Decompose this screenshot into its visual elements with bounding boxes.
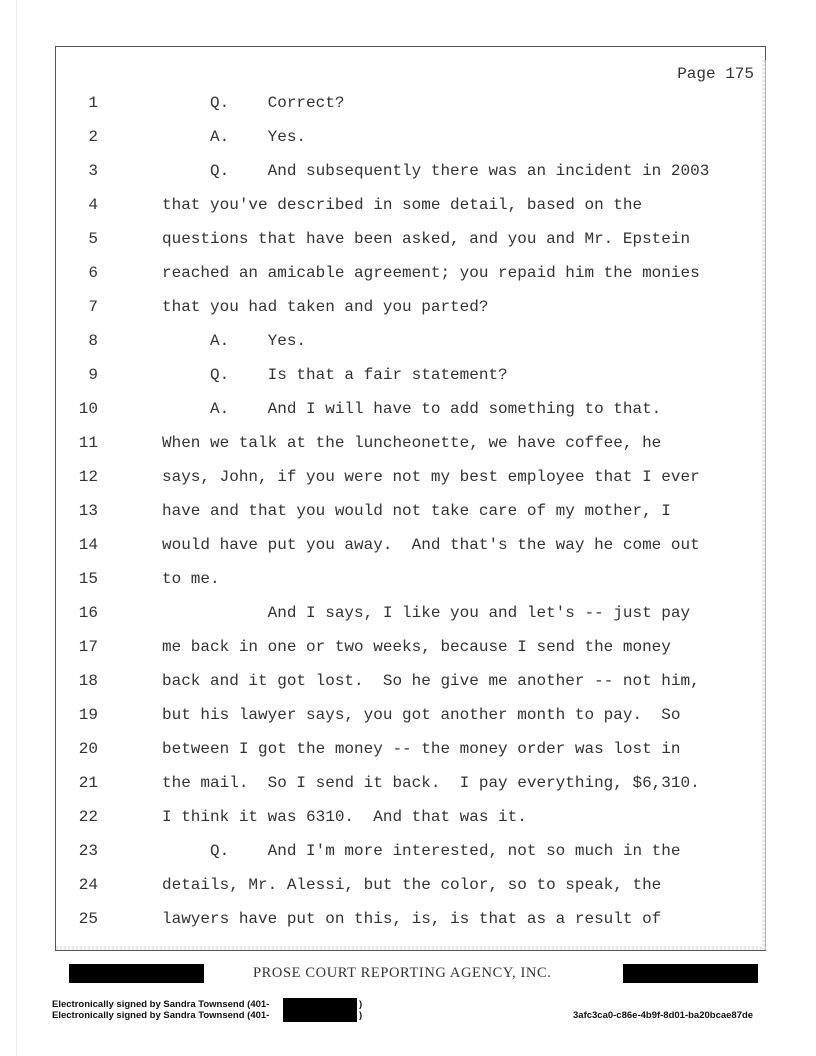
line-number: 8 xyxy=(88,332,98,350)
transcript-line xyxy=(0,569,816,603)
line-number: 9 xyxy=(88,366,98,384)
line-number: 16 xyxy=(78,604,98,622)
line-number: 14 xyxy=(78,536,98,554)
redaction-phone-2 xyxy=(283,1010,357,1022)
line-text: that you had taken and you parted? xyxy=(162,298,489,316)
line-text: When we talk at the luncheonette, we have coffee, he xyxy=(162,434,662,452)
line-text: Q. And subsequently there was an incident in 2003 xyxy=(162,162,710,180)
line-text: A. And I will have to add something to that. xyxy=(162,400,662,418)
line-text: I think it was 6310. And that was it. xyxy=(162,808,527,826)
electronic-signature-line-2: Electronically signed by Sandra Townsend (401- xyxy=(52,1010,270,1021)
transcript-line xyxy=(0,263,816,297)
line-text: Q. Is that a fair statement? xyxy=(162,366,508,384)
transcript-line xyxy=(0,875,816,909)
line-number: 3 xyxy=(88,162,98,180)
line-number: 13 xyxy=(78,502,98,520)
transcript-line xyxy=(0,365,816,399)
transcript-line xyxy=(0,501,816,535)
line-text: A. Yes. xyxy=(162,332,307,350)
line-number: 4 xyxy=(88,196,98,214)
transcript-line xyxy=(0,127,816,161)
line-number: 7 xyxy=(88,298,98,316)
transcript-line xyxy=(0,229,816,263)
line-text: Q. Correct? xyxy=(162,94,345,112)
line-text: have and that you would not take care of my mother, I xyxy=(162,502,671,520)
line-text: to me. xyxy=(162,570,220,588)
line-text: the mail. So I send it back. I pay everything, $6,310. xyxy=(162,774,700,792)
transcript-line xyxy=(0,399,816,433)
line-text: lawyers have put on this, is, is that as a result of xyxy=(162,910,662,928)
transcript-line xyxy=(0,433,816,467)
electronic-signature-line-1: Electronically signed by Sandra Townsend (401- xyxy=(52,999,270,1010)
line-number: 11 xyxy=(78,434,98,452)
transcript-line xyxy=(0,467,816,501)
line-text: that you've described in some detail, based on the xyxy=(162,196,643,214)
line-number: 2 xyxy=(88,128,98,146)
transcript-line xyxy=(0,93,816,127)
line-text: me back in one or two weeks, because I send the money xyxy=(162,638,671,656)
reporting-agency-name: PROSE COURT REPORTING AGENCY, INC. xyxy=(253,965,552,981)
line-text: details, Mr. Alessi, but the color, so to speak, the xyxy=(162,876,662,894)
redaction-phone-1 xyxy=(283,998,357,1010)
transcript-line xyxy=(0,161,816,195)
line-number: 15 xyxy=(78,570,98,588)
page-number: Page 175 xyxy=(677,65,754,83)
line-text: Q. And I'm more interested, not so much in the xyxy=(162,842,681,860)
line-text: says, John, if you were not my best employee that I ever xyxy=(162,468,700,486)
transcript-line xyxy=(0,739,816,773)
line-number: 18 xyxy=(78,672,98,690)
transcript-line xyxy=(0,535,816,569)
transcript-line xyxy=(0,841,816,875)
line-text: And I says, I like you and let's -- just pay xyxy=(162,604,691,622)
document-hash-id: 3afc3ca0-c86e-4b9f-8d01-ba20bcae87de xyxy=(573,1010,754,1021)
transcript-line xyxy=(0,909,816,943)
line-text: but his lawyer says, you got another month to pay. So xyxy=(162,706,681,724)
line-number: 25 xyxy=(78,910,98,928)
transcript-line xyxy=(0,331,816,365)
line-text: reached an amicable agreement; you repaid him the monies xyxy=(162,264,700,282)
line-text: between I got the money -- the money order was lost in xyxy=(162,740,681,758)
redaction-block-left xyxy=(69,964,204,983)
signature-closing-paren-2: ) xyxy=(359,1010,363,1021)
line-text: would have put you away. And that's the way he come out xyxy=(162,536,700,554)
line-number: 17 xyxy=(78,638,98,656)
line-number: 21 xyxy=(78,774,98,792)
transcript-line xyxy=(0,637,816,671)
line-text: back and it got lost. So he give me another -- not him, xyxy=(162,672,700,690)
line-number: 1 xyxy=(88,94,98,112)
line-number: 6 xyxy=(88,264,98,282)
scan-edge-bottom xyxy=(56,946,766,950)
line-text: A. Yes. xyxy=(162,128,307,146)
transcript-line xyxy=(0,773,816,807)
redaction-block-right xyxy=(623,964,758,983)
line-text: questions that have been asked, and you and Mr. Epstein xyxy=(162,230,691,248)
line-number: 23 xyxy=(78,842,98,860)
line-number: 12 xyxy=(78,468,98,486)
transcript-line xyxy=(0,671,816,705)
line-number: 22 xyxy=(78,808,98,826)
line-number: 5 xyxy=(88,230,98,248)
line-number: 10 xyxy=(78,400,98,418)
line-number: 19 xyxy=(78,706,98,724)
transcript-line xyxy=(0,807,816,841)
line-number: 20 xyxy=(78,740,98,758)
signature-closing-paren-1: ) xyxy=(359,999,363,1010)
line-number: 24 xyxy=(78,876,98,894)
transcript-line xyxy=(0,195,816,229)
transcript-line xyxy=(0,297,816,331)
transcript-line xyxy=(0,705,816,739)
transcript-line xyxy=(0,603,816,637)
